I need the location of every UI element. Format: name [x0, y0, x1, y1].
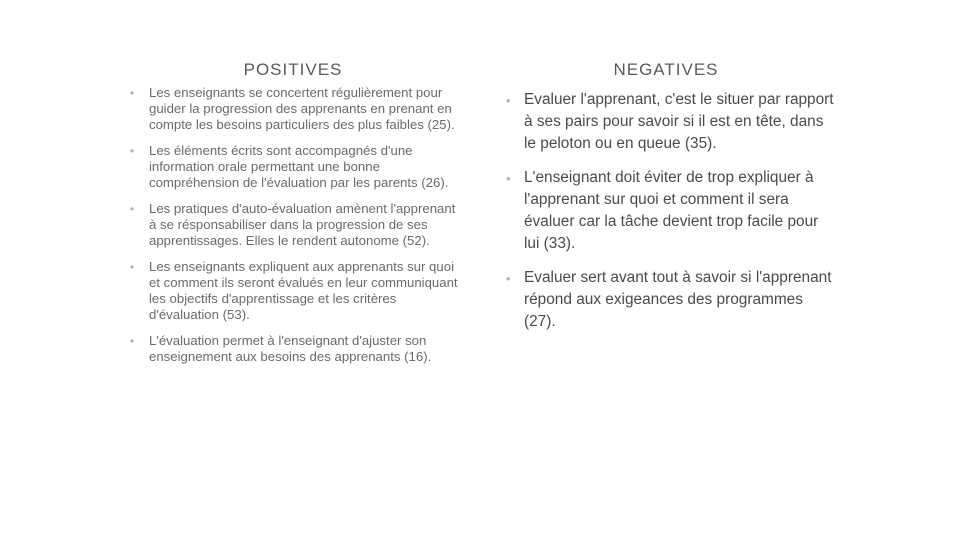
bullet-icon: •	[130, 86, 135, 100]
list-item-text: Les éléments écrits sont accompagnés d'une information orale permettant une bonne compréhension de l'évaluation par les parents (26).	[149, 143, 449, 190]
list-item-text: L'évaluation permet à l'enseignant d'ajuster son enseignement aux besoins des apprenants (16).	[149, 333, 432, 364]
bullet-icon: •	[130, 260, 135, 274]
list-item	[506, 167, 836, 255]
list-item-text: Evaluer l'apprenant, c'est le situer par rapport à ses pairs pour savoir si il est en tête, dans le peloton ou en queue (35).	[524, 91, 834, 152]
bullet-icon: •	[506, 171, 511, 186]
list-item-text: Les enseignants se concertent régulièrement pour guider la progression des apprenants en prenant en compte les besoins particuliers des plus faibles (25).	[149, 85, 455, 132]
negatives-list	[506, 89, 836, 345]
list-item	[130, 143, 460, 191]
bullet-icon: •	[130, 202, 135, 216]
bullet-icon: •	[506, 271, 511, 286]
bullet-icon: •	[506, 93, 511, 108]
positives-heading: POSITIVES	[243, 60, 343, 79]
list-item	[506, 89, 836, 155]
list-item	[130, 201, 460, 249]
list-item	[130, 85, 460, 133]
negatives-heading: NEGATIVES	[613, 60, 719, 79]
bullet-icon: •	[130, 144, 135, 158]
list-item	[130, 333, 460, 365]
list-item	[130, 259, 460, 323]
list-item-text: Les pratiques d'auto-évaluation amènent l'apprenant à se résponsabiliser dans la progression de ses apprentissages. Elles le rendent autonome (52).	[149, 201, 456, 248]
list-item-text: Evaluer sert avant tout à savoir si l'apprenant répond aux exigeances des programmes (27).	[524, 269, 832, 330]
positives-list	[130, 85, 460, 375]
list-item-text: L'enseignant doit éviter de trop expliquer à l'apprenant sur quoi et comment il sera évaluer car la tâche devient trop facile pour lui (33).	[524, 169, 819, 252]
bullet-icon: •	[130, 334, 135, 348]
list-item	[506, 267, 836, 333]
list-item-text: Les enseignants expliquent aux apprenants sur quoi et comment ils seront évalués en leur communiquant les objectifs d'apprentissage et les critères d'évaluation (53).	[149, 259, 458, 322]
